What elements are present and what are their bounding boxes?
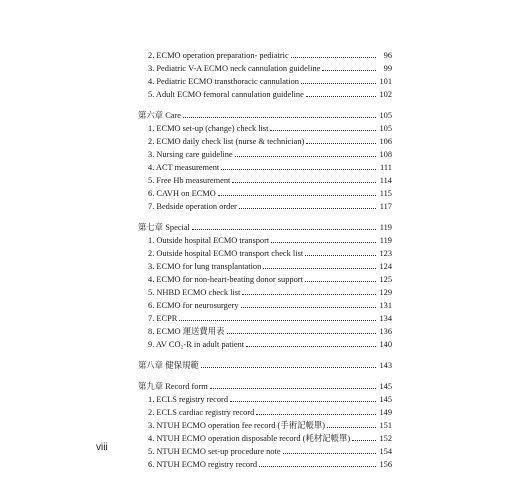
toc-leader-dots <box>192 229 376 230</box>
toc-leader-dots <box>246 346 376 347</box>
toc-page-number: 156 <box>379 459 392 469</box>
toc-item-title: 6. NTUH ECMO registry record <box>148 459 258 469</box>
toc-page-number: 105 <box>379 110 392 120</box>
toc-item-row <box>138 443 392 456</box>
toc-item-row <box>138 391 392 404</box>
toc-item-title: 3. NTUH ECMO operation fee record (手術記帳單) <box>148 420 325 430</box>
toc-page-number: 119 <box>379 222 392 232</box>
toc-page-number: 115 <box>379 188 392 198</box>
toc-item-title: 4. NTUH ECMO operation disposable record (耗材記帳單) <box>148 433 351 443</box>
toc-leader-dots <box>327 427 376 428</box>
toc-leader-dots <box>256 414 376 415</box>
toc-leader-dots <box>241 307 376 308</box>
toc-item-row <box>138 323 392 336</box>
toc-item-title: 4. ECMO for non-heart-beating donor support <box>148 274 303 284</box>
toc-page-number: 143 <box>379 360 392 370</box>
toc-leader-dots <box>201 367 376 368</box>
toc-item-row <box>138 297 392 310</box>
toc-chapter-title: 第六章 Care <box>138 110 182 120</box>
toc-leader-dots <box>301 83 376 84</box>
toc-page-number: 99 <box>383 63 392 73</box>
toc-item-row <box>138 404 392 417</box>
toc-item-title: 6. CAVH on ECMO <box>148 188 216 198</box>
toc-item-title: 5. Adult ECMO femoral cannulation guideline <box>148 89 304 99</box>
toc-leader-dots <box>283 453 376 454</box>
toc-item-title: 8. ECMO 運送費用表 <box>148 326 225 336</box>
toc-leader-dots <box>306 96 376 97</box>
toc-chapter-title: 第八章 健保規範 <box>138 360 199 370</box>
toc-item-row <box>138 159 392 172</box>
toc-item-row <box>138 430 392 443</box>
toc-leader-dots <box>242 294 376 295</box>
toc-page-number: 106 <box>379 136 392 146</box>
toc-leader-dots <box>235 156 376 157</box>
toc-page-number: 154 <box>379 446 392 456</box>
toc-leader-dots <box>218 195 376 196</box>
toc-leader-dots <box>259 466 376 467</box>
toc-leader-dots <box>210 388 376 389</box>
toc-page-number: 105 <box>379 123 392 133</box>
toc-page-number: 151 <box>379 420 392 430</box>
page-number: viii <box>96 442 108 453</box>
toc-page-number: 149 <box>379 407 392 417</box>
table-of-contents <box>138 47 392 469</box>
toc-item-row <box>138 245 392 258</box>
toc-leader-dots <box>227 333 376 334</box>
toc-leader-dots <box>306 143 376 144</box>
toc-leader-dots <box>291 57 376 58</box>
toc-item-title: 1. Outside hospital ECMO transport <box>148 235 270 245</box>
toc-leader-dots <box>263 268 376 269</box>
toc-chapter-row <box>138 378 392 391</box>
toc-item-title: 7. Bedside operation order <box>148 201 237 211</box>
toc-page-number: 131 <box>379 300 392 310</box>
toc-leader-dots <box>239 208 376 209</box>
toc-item-title: 5. NTUH ECMO set-up procedure note <box>148 446 281 456</box>
toc-page-number: 108 <box>379 149 392 159</box>
toc-item-title: 2. ECMO daily check list (nurse & technician) <box>148 136 305 146</box>
toc-page-number: 96 <box>383 50 392 60</box>
toc-item-title: 3. Pediatric V-A ECMO neck cannulation guideline <box>148 63 321 73</box>
toc-page-number: 145 <box>379 381 392 391</box>
toc-chapter-row <box>138 357 392 370</box>
toc-chapter-row <box>138 219 392 232</box>
toc-item-row <box>138 456 392 469</box>
toc-item-row <box>138 133 392 146</box>
toc-item-row <box>138 417 392 430</box>
toc-page-number: 102 <box>379 89 392 99</box>
toc-item-row <box>138 172 392 185</box>
toc-leader-dots <box>221 169 376 170</box>
toc-leader-dots <box>352 440 376 441</box>
toc-page-number: 134 <box>379 313 392 323</box>
toc-leader-dots <box>305 281 376 282</box>
toc-item-title: 9. AV CO₂-R in adult patient <box>148 339 245 349</box>
toc-item-row <box>138 120 392 133</box>
toc-item-title: 2. ECMO operation preparation- pediatric <box>148 50 289 60</box>
toc-item-title: 7. ECPR <box>148 313 178 323</box>
toc-item-title: 5. Free Hb measurement <box>148 175 231 185</box>
toc-chapter-title: 第九章 Record form <box>138 381 208 391</box>
toc-page-number: 119 <box>379 235 392 245</box>
toc-leader-dots <box>183 117 376 118</box>
toc-item-row <box>138 86 392 99</box>
toc-chapter-title: 第七章 Special <box>138 222 190 232</box>
toc-item-row <box>138 310 392 323</box>
toc-page-number: 111 <box>380 162 392 172</box>
toc-item-title: 4. ACT measurement <box>148 162 220 172</box>
toc-item-title: 4. Pediatric ECMO transthoracic cannulation <box>148 76 299 86</box>
toc-item-title: 2. ECLS cardiac registry record <box>148 407 255 417</box>
toc-leader-dots <box>232 182 376 183</box>
toc-item-title: 5. NHBD ECMO check list <box>148 287 241 297</box>
toc-item-title: 1. ECLS registry record <box>148 394 229 404</box>
toc-item-title: 6. ECMO for neurosurgery <box>148 300 239 310</box>
toc-item-row <box>138 258 392 271</box>
toc-page-number: 123 <box>379 248 392 258</box>
toc-page-number: 136 <box>379 326 392 336</box>
toc-item-title: 2. Outside hospital ECMO transport check list <box>148 248 304 258</box>
toc-leader-dots <box>270 130 376 131</box>
toc-item-row <box>138 47 392 60</box>
toc-page-number: 125 <box>379 274 392 284</box>
toc-page-number: 140 <box>379 339 392 349</box>
toc-item-row <box>138 60 392 73</box>
toc-item-row <box>138 284 392 297</box>
toc-item-row <box>138 232 392 245</box>
toc-item-title: 3. Nursing care guideline <box>148 149 233 159</box>
toc-chapter-row <box>138 107 392 120</box>
toc-item-row <box>138 146 392 159</box>
toc-leader-dots <box>305 255 376 256</box>
toc-page-number: 129 <box>379 287 392 297</box>
toc-leader-dots <box>271 242 376 243</box>
toc-leader-dots <box>230 401 376 402</box>
toc-page-number: 117 <box>379 201 392 211</box>
toc-page-number: 152 <box>379 433 392 443</box>
toc-item-title: 1. ECMO set-up (change) check list <box>148 123 269 133</box>
toc-page-number: 114 <box>379 175 392 185</box>
toc-item-title: 3. ECMO for lung transplantation <box>148 261 262 271</box>
toc-leader-dots <box>179 320 376 321</box>
toc-leader-dots <box>322 70 376 71</box>
toc-item-row <box>138 185 392 198</box>
toc-item-row <box>138 198 392 211</box>
toc-page-number: 145 <box>379 394 392 404</box>
toc-item-row <box>138 73 392 86</box>
toc-item-row <box>138 336 392 349</box>
toc-page-number: 124 <box>379 261 392 271</box>
toc-page-number: 101 <box>379 76 392 86</box>
toc-item-row <box>138 271 392 284</box>
